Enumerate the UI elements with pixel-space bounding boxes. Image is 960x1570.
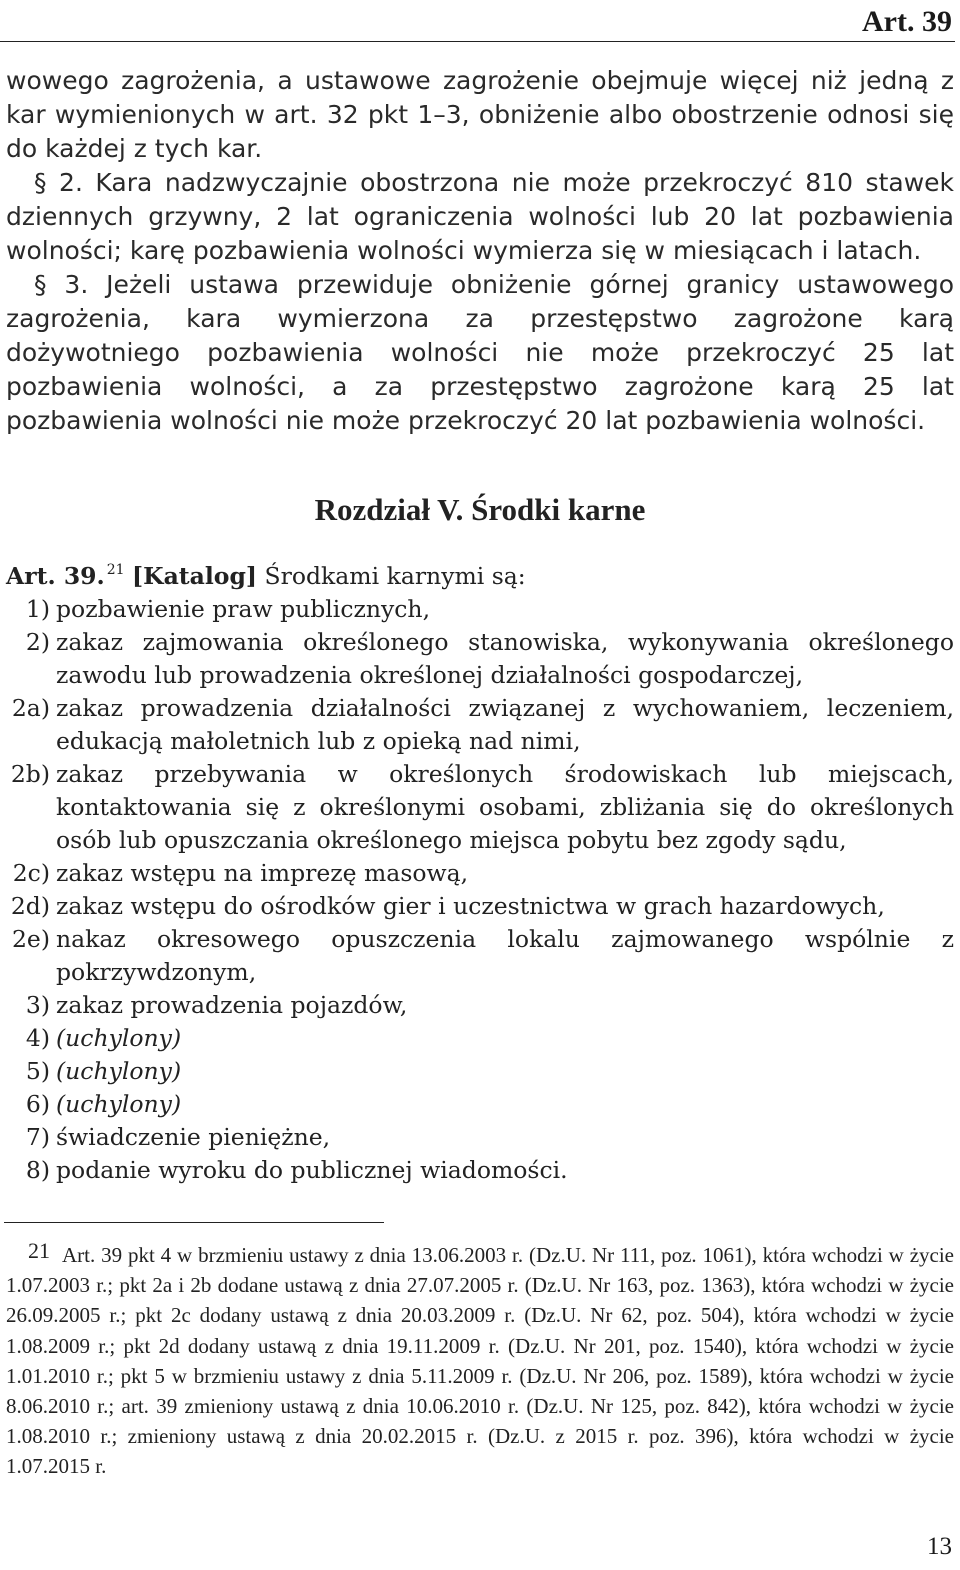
list-item-number: 7) (25, 1123, 50, 1151)
list-item-number: 5) (25, 1057, 50, 1085)
list-item (6, 1022, 954, 1055)
footnote-reference[interactable]: 21 (106, 562, 125, 578)
list-item-number: 2b) (10, 760, 50, 788)
list-item-number: 2d) (10, 892, 50, 920)
list-item-text: zakaz wstępu do ośrodków gier i uczestnictwa w grach hazardowych, (56, 892, 885, 920)
page-number: 13 (927, 1533, 952, 1560)
body-text (6, 64, 954, 438)
list-item-number: 3) (25, 991, 50, 1019)
footnote-text: Art. 39 pkt 4 w brzmieniu ustawy z dnia 13.06.2003 r. (Dz.U. Nr 111, poz. 1061), która wchodzi w życie 1.07.2003 r.; pkt 2a i 2b dodane ustawą z dnia 27.07.2005 r. (Dz.U. Nr 163, poz. 1363), która wchodzi w życie 26.09.2005 r.; pkt 2c dodany ustawą z dnia 20.03.2009 r. (Dz.U. Nr 62, poz. 504), która wchodzi w życie 1.08.2009 r.; pkt 2d dodany ustawą z dnia 19.11.2009 r. (Dz.U. Nr 201, poz. 1540), która wchodzi w życie 1.01.2010 r.; pkt 5 w brzmieniu ustawy z dnia 5.11.2009 r. (Dz.U. Nr 206, poz. 1589), która wchodzi w życie 8.06.2010 r.; art. 39 zmieniony ustawą z dnia 10.06.2010 r. (Dz.U. Nr 125, poz. 842), która wchodzi w życie 1.08.2010 r.; zmieniony ustawą z dnia 20.02.2015 r. (Dz.U. z 2015 r. poz. 396), która wchodzi w życie 1.07.2015 r. (6, 1243, 954, 1479)
list-item-text: zakaz przebywania w określonych środowiskach lub miejscach, kontaktowania się z określonymi osobami, zbliżania się do określonych osób lub opuszczania określonego miejsca pobytu bez zgody sądu, (56, 760, 954, 854)
list-item-text: zakaz prowadzenia działalności związanej z wychowaniem, leczeniem, edukacją małoletnich lub z opieką nad nimi, (56, 694, 954, 755)
list-item (6, 890, 954, 923)
footnote-rule (4, 1222, 384, 1223)
list-item (6, 1055, 954, 1088)
list-item-text: zakaz zajmowania określonego stanowiska, wykonywania określonego zawodu lub prowadzenia określonej działalności gospodarczej, (56, 628, 954, 689)
list-item-number: 2a) (11, 694, 50, 722)
list-item-text: podanie wyroku do publicznej wiadomości. (56, 1156, 568, 1184)
paragraph-2: § 2. Kara nadzwyczajnie obostrzona nie może przekroczyć 810 stawek dziennych grzywny, 2 lat ograniczenia wolności lub 20 lat pozbawienia wolności; karę pozbawienia wolności wymierza się w miesiącach i latach. (6, 168, 954, 265)
list-item-number: 2c) (12, 859, 50, 887)
list-item-number: 2e) (11, 925, 50, 953)
list-item (6, 626, 954, 692)
article-number: Art. 39. (6, 562, 105, 590)
list-item-number: 1) (25, 595, 50, 623)
list-item-text: (uchylony) (56, 1024, 182, 1052)
list-item (6, 758, 954, 857)
list-item (6, 593, 954, 626)
list-item (6, 1088, 954, 1121)
list-item-number: 8) (25, 1156, 50, 1184)
article-lead: Środkami karnymi są: (264, 562, 526, 590)
paragraph-3: § 3. Jeżeli ustawa przewiduje obniżenie górnej granicy ustawowego zagrożenia, kara wymierzona za przestępstwo zagrożone karą dożywotniego pozbawienia wolności nie może przekroczyć 25 lat pozbawienia wolności, a za przestępstwo zagrożone karą 25 lat pozbawienia wolności nie może przekroczyć 20 lat pozbawienia wolności. (6, 270, 954, 435)
list-item-text: zakaz prowadzenia pojazdów, (56, 991, 408, 1019)
list-item-text: nakaz okresowego opuszczenia lokalu zajmowanego wspólnie z pokrzywdzonym, (56, 925, 954, 986)
list-item-number: 2) (25, 628, 50, 656)
continuation-paragraph: wowego zagrożenia, a ustawowe zagrożenie obejmuje więcej niż jedną z kar wymienionych w art. 32 pkt 1–3, obniżenie albo obostrzenie odnosi się do każdej z tych kar. (6, 66, 954, 163)
running-head: Art. 39 (862, 5, 952, 38)
list-item-text: zakaz wstępu na imprezę masową, (56, 859, 469, 887)
chapter-title: Rozdział V. Środki karne (314, 492, 646, 527)
list-item-number: 4) (25, 1024, 50, 1052)
article-item-list (6, 593, 954, 1187)
list-item-text: (uchylony) (56, 1090, 182, 1118)
list-item-number: 6) (25, 1090, 50, 1118)
list-item (6, 989, 954, 1022)
list-item (6, 1121, 954, 1154)
list-item-text: świadczenie pieniężne, (56, 1123, 331, 1151)
list-item (6, 692, 954, 758)
list-item (6, 923, 954, 989)
article-39 (6, 560, 954, 1187)
list-item-text: (uchylony) (56, 1057, 182, 1085)
article-heading (6, 560, 954, 593)
article-title: [Katalog] (132, 562, 258, 590)
list-item-text: pozbawienie praw publicznych, (56, 595, 431, 623)
list-item (6, 857, 954, 890)
footnote-number: 21 (28, 1238, 50, 1263)
header-rule (0, 41, 955, 42)
footnote (6, 1236, 954, 1482)
list-item (6, 1154, 954, 1187)
